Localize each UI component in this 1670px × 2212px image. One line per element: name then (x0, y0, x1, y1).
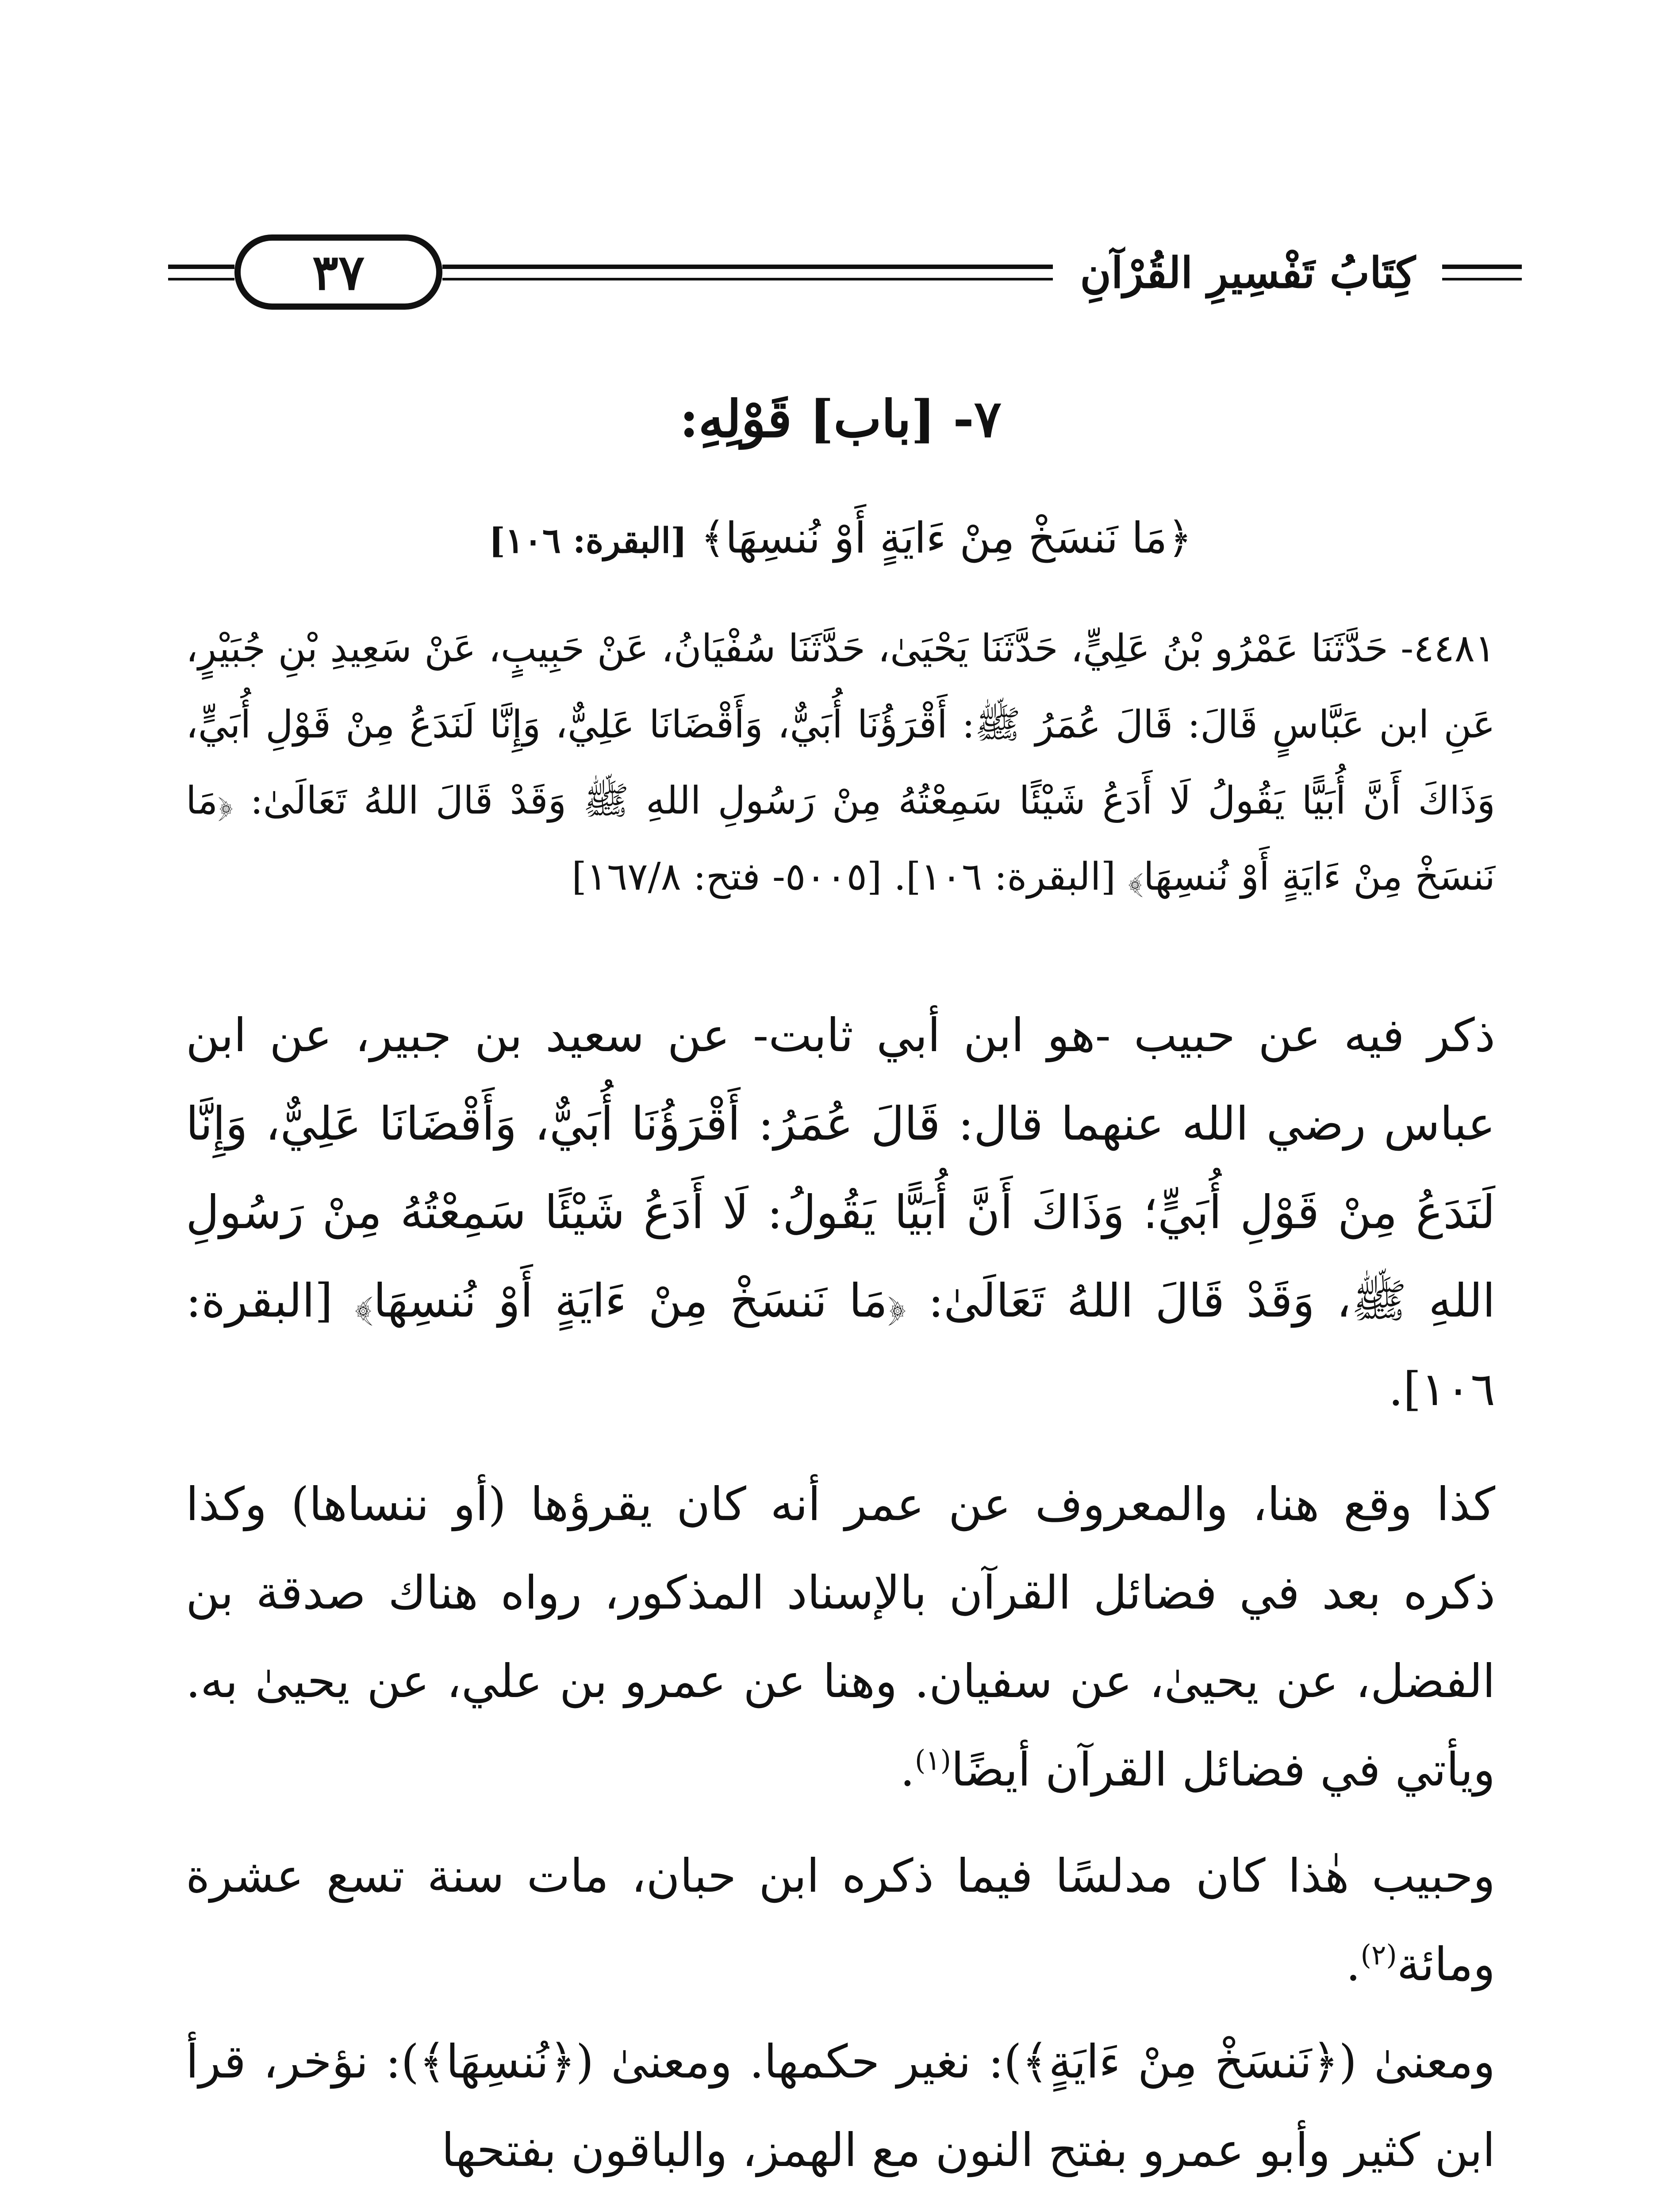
header-rule-left (168, 265, 234, 269)
paragraph-text: كذا وقع هنا، والمعروف عن عمر أنه كان يقرؤها (أو ننساها) وكذا ذكره بعد في فضائل القرآن بالإسناد المذكور، رواه هناك صدقة بن الفضل، عن يحيىٰ، عن سفيان. وهنا عن عمرو بن علي، عن يحيىٰ به. ويأتي في فضائل القرآن أيضًا (186, 1477, 1496, 1797)
commentary-paragraph-1: ذكر فيه عن حبيب -هو ابن أبي ثابت- عن سعيد بن جبير، عن ابن عباس رضي الله عنهما قال: قَالَ عُمَرُ: أَقْرَؤُنَا أُبَيٌّ، وَأَقْضَانَا عَلِيٌّ، وَإِنَّا لَنَدَعُ مِنْ قَوْلِ أُبَيٍّ؛ وَذَاكَ أَنَّ أُبَيًّا يَقُولُ: لَا أَدَعُ شَيْئًا سَمِعْتُهُ مِنْ رَسُولِ اللهِ ﷺ، وَقَدْ قَالَ اللهُ تَعَالَىٰ: ﴿مَا نَنسَخْ مِنْ ءَايَةٍ أَوْ نُنسِهَا﴾ [البقرة: ١٠٦]. (186, 1008, 1495, 1416)
book-title: كِتَابُ تَفْسِيرِ القُرْآنِ (1080, 248, 1416, 298)
footnote-marker[interactable]: (١) (914, 1744, 952, 1777)
header-rule-right-lower (1442, 278, 1522, 280)
paragraph-text: وحبيب هٰذا كان مدلسًا فيما ذكره ابن حبان، مات سنة تسع عشرة ومائة (186, 1849, 1495, 1991)
header-rule-middle (442, 265, 1053, 269)
header-rule-left-lower (168, 278, 234, 280)
page-header (168, 230, 1522, 319)
chapter-verse (186, 513, 1495, 563)
commentary-paragraph-3: وحبيب هٰذا كان مدلسًا فيما ذكره ابن حبان، مات سنة تسع عشرة ومائة$^{(٢)}$. (186, 1849, 1495, 1991)
verse-text: ﴿مَا نَنسَخْ مِنْ ءَايَةٍ أَوْ نُنسِهَا﴾ (700, 513, 1192, 563)
footnote-marker[interactable]: (٢) (1360, 1939, 1397, 1971)
commentary-paragraph-2: كذا وقع هنا، والمعروف عن عمر أنه كان يقرؤها (أو ننساها) وكذا ذكره بعد في فضائل القرآن بالإسناد المذكور، رواه هناك صدقة بن الفضل، عن يحيىٰ، عن سفيان. وهنا عن عمرو بن علي، عن يحيىٰ به. ويأتي في فضائل القرآن أيضًا$^{(١)}$. (186, 1477, 1496, 1797)
hadith-text: ٤٤٨١- حَدَّثَنَا عَمْرُو بْنُ عَلِيٍّ، حَدَّثَنَا يَحْيَىٰ، حَدَّثَنَا سُفْيَانُ، عَنْ حَبِيبٍ، عَنْ سَعِيدِ بْنِ جُبَيْرٍ، عَنِ ابن عَبَّاسٍ قَالَ: قَالَ عُمَرُ ﷺ: أَقْرَؤُنَا أُبَيٌّ، وَأَقْضَانَا عَلِيٌّ، وَإِنَّا لَنَدَعُ مِنْ قَوْلِ أُبَيٍّ، وَذَاكَ أَنَّ أُبَيًّا يَقُولُ لَا أَدَعُ شَيْئًا سَمِعْتُهُ مِنْ رَسُولِ اللهِ ﷺ وَقَدْ قَالَ اللهُ تَعَالَىٰ: ﴿مَا نَنسَخْ مِنْ ءَايَةٍ أَوْ نُنسِهَا﴾ [البقرة: ١٠٦]. [٥٠٠٥- فتح: ١٦٧/٨] (186, 626, 1495, 899)
page-number: ٣٧ (234, 234, 442, 310)
header-rule-right (1442, 265, 1522, 269)
commentary-paragraph-4: ومعنىٰ (﴿نَنسَخْ مِنْ ءَايَةٍ﴾): نغير حكمها. ومعنىٰ (﴿نُنسِهَا﴾): نؤخر، قرأ ابن كثير وأبو عمرو بفتح النون مع الهمز، والباقون بفتحها (186, 2035, 1495, 2177)
verse-reference: [البقرة: ١٠٦] (489, 521, 687, 561)
header-rule-middle-lower (442, 278, 1053, 280)
chapter-heading: ٧- [باب] قَوْلِهِ: (680, 389, 1002, 449)
